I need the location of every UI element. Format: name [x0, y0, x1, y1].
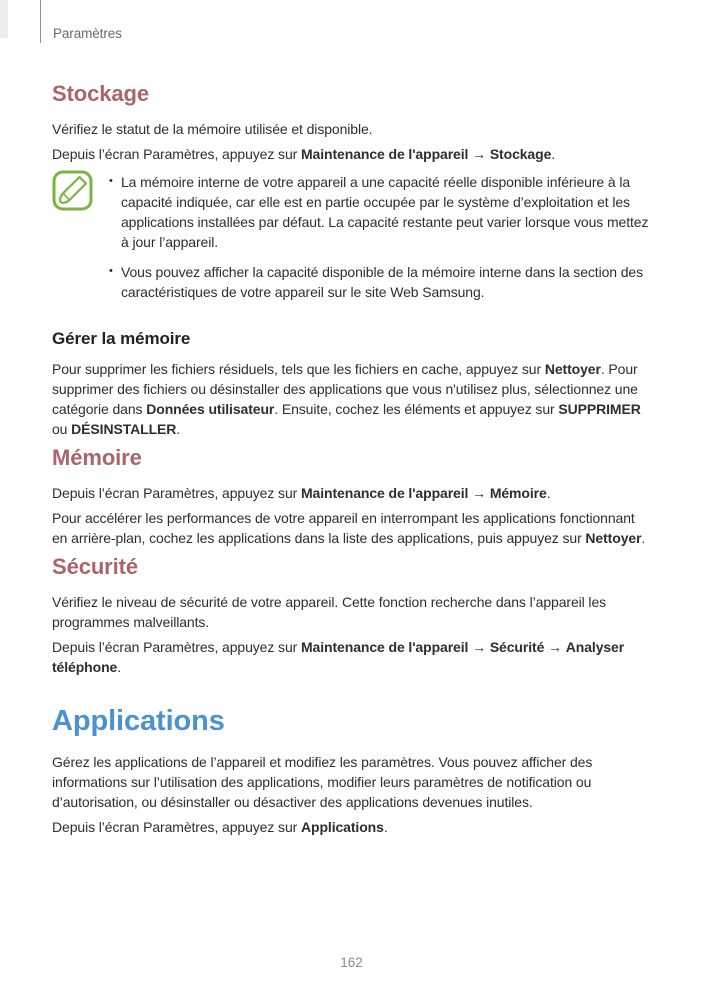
section-title-memoire: Mémoire	[52, 445, 142, 470]
page-number: 162	[340, 955, 363, 970]
securite-menu-path: Depuis l’écran Paramètres, appuyez sur Maintenance de l'appareil → Sécurité → Analyser téléphone.	[52, 639, 625, 675]
header-rule	[40, 0, 41, 43]
note-callout	[52, 170, 651, 302]
securite-intro: Vérifiez le niveau de sécurité de votre appareil. Cette fonction recherche dans l’appareil les programmes malveillants.	[52, 594, 607, 630]
memoire-menu-path: Depuis l’écran Paramètres, appuyez sur Maintenance de l'appareil → Mémoire.	[52, 485, 551, 501]
section-title-stockage: Stockage	[52, 81, 150, 106]
subsection-title-gerer-la-memoire: Gérer la mémoire	[52, 329, 191, 348]
stockage-intro: Vérifiez le statut de la mémoire utilisée et disponible.	[52, 121, 373, 137]
note-item-capacity: • La mémoire interne de votre appareil a une capacité réelle disponible inférieure à la capacité indiquée, car elle est en partie occupée par le système d’exploitation et les applications installées par défaut. La capacité restante peut varier lorsque vous mettez à jour l’appareil.	[108, 172, 651, 252]
note-list	[108, 172, 651, 302]
chapter-title-applications: Applications	[52, 705, 225, 737]
scan-edge-artifact	[0, 0, 8, 38]
applications-menu-path: Depuis l’écran Paramètres, appuyez sur Applications.	[52, 819, 388, 835]
gerer-body: Pour supprimer les fichiers résiduels, tels que les fichiers en cache, appuyez sur Nettoyer. Pour supprimer des fichiers ou désinstaller des applications que vous n'utilisez plus, sélectionnez une catégorie dans Données utilisateur. Ensuite, cochez les éléments et appuyez sur SUPPRIMER ou DÉSINSTALLER.	[52, 361, 641, 437]
note-pencil-icon	[52, 170, 93, 211]
running-header: Paramètres	[53, 26, 122, 41]
stockage-menu-path: Depuis l’écran Paramètres, appuyez sur Maintenance de l'appareil → Stockage.	[52, 146, 556, 162]
applications-intro: Gérez les applications de l’appareil et modifiez les paramètres. Vous pouvez afficher des informations sur l’utilisation des applications, modifier leurs paramètres de notification ou d’autorisation, ou désinstaller ou désactiver des applications devenues inutiles.	[52, 754, 593, 810]
page-content	[52, 80, 651, 842]
note-item-website: • Vous pouvez afficher la capacité disponible de la mémoire interne dans la section des caractéristiques de votre appareil sur le site Web Samsung.	[108, 262, 651, 302]
memoire-body: Pour accélérer les performances de votre appareil en interrompant les applications fonctionnant en arrière-plan, cochez les applications dans la liste des applications, puis appuyez sur Nettoyer.	[52, 510, 646, 546]
section-title-securite: Sécurité	[52, 554, 139, 579]
